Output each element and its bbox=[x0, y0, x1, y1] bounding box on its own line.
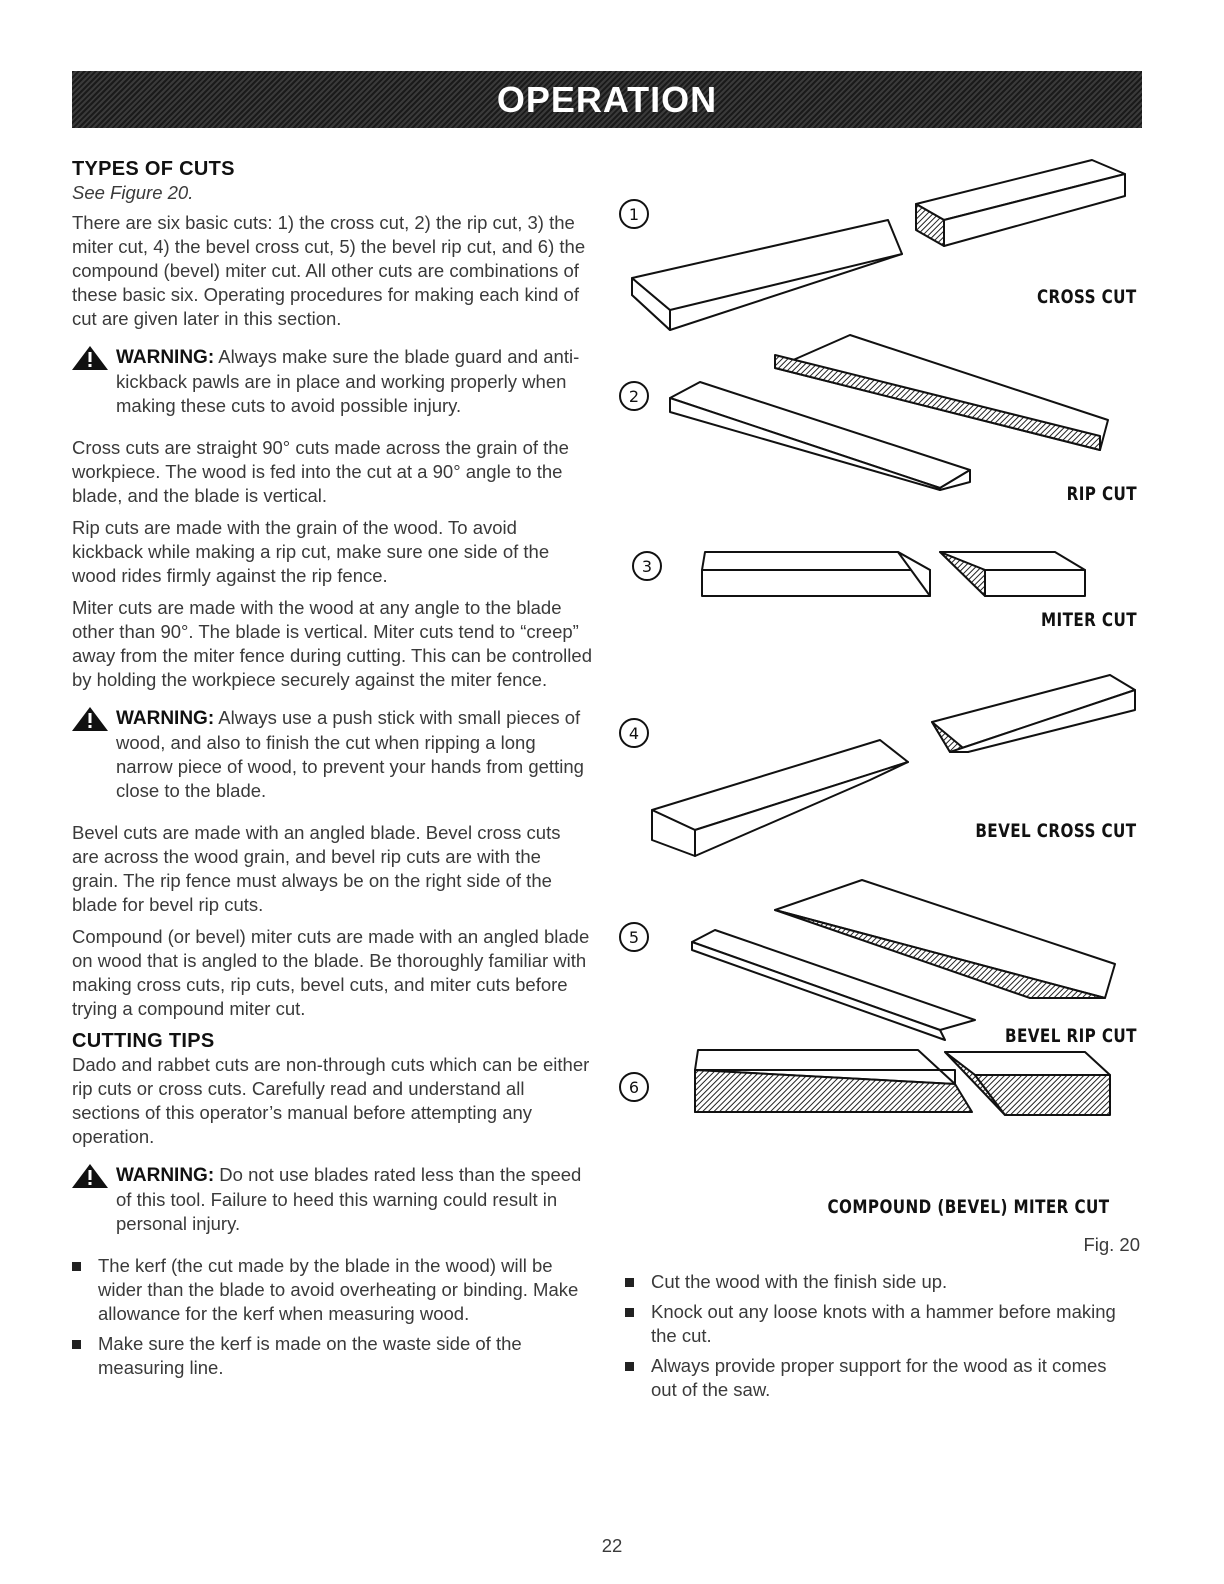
warning-text: Always use a push stick with small pieces of wood, and also to finish the cut when ripping a long narrow piece of wood, to prevent your hands from getting close to the blade. bbox=[116, 707, 584, 801]
number-badge-1 bbox=[620, 200, 648, 228]
see-figure: See Figure 20. bbox=[72, 182, 194, 203]
label-bevel-cross-cut: BEVEL CROSS CUT bbox=[975, 820, 1137, 842]
page-number: 22 bbox=[601, 1535, 623, 1556]
warning-label: WARNING: bbox=[116, 708, 215, 729]
rip-cut-boards bbox=[670, 335, 1108, 490]
label-rip-cut: RIP CUT bbox=[1066, 483, 1137, 505]
miter-cut-boards bbox=[702, 552, 1085, 596]
warning-label: WARNING: bbox=[116, 1165, 215, 1186]
right-column bbox=[625, 1270, 1125, 1408]
warning-block-1 bbox=[72, 345, 592, 418]
list-item: The kerf (the cut made by the blade in the wood) will be wider than the blade to avoid overheating or binding. Make allowance for the kerf when measuring wood. bbox=[72, 1254, 592, 1326]
bevel-rip-cut-boards bbox=[692, 880, 1115, 1040]
label-compound-miter-cut: COMPOUND (BEVEL) MITER CUT bbox=[827, 1196, 1110, 1218]
warning-block-2 bbox=[72, 706, 592, 803]
tips-heading: CUTTING TIPS bbox=[72, 1030, 215, 1052]
list-item: Knock out any loose knots with a hammer before making the cut. bbox=[625, 1300, 1125, 1348]
tips-intro: Dado and rabbet cuts are non-through cuts which can be either rip cuts or cross cuts. Carefully read and understand all sections of this operator’s manual before attempting any operation. bbox=[72, 1054, 590, 1147]
types-intro: There are six basic cuts: 1) the cross cut, 2) the rip cut, 3) the miter cut, 4) the bevel cross cut, 5) the bevel rip cut, and 6) the compound (bevel) miter cut. All other cuts are combinations of these basic six. Operating procedures for making each kind of cut are given later in this section. bbox=[72, 212, 586, 329]
types-heading: TYPES OF CUTS bbox=[72, 158, 235, 180]
list-item: Cut the wood with the finish side up. bbox=[625, 1270, 1125, 1294]
compound-cut-text: Compound (or bevel) miter cuts are made with an angled blade on wood that is angled to the blade. Be thoroughly familiar with making cross cuts, rip cuts, bevel cuts, and miter cuts before trying a compound miter cut. bbox=[72, 926, 590, 1019]
number-badge-3 bbox=[633, 552, 661, 580]
label-miter-cut: MITER CUT bbox=[1041, 609, 1137, 631]
miter-cut-text: Miter cuts are made with the wood at any angle to the blade other than 90°. The blade is vertical. Miter cuts tend to “creep” away from the miter fence during cutting. This can be controlled by holding the workpiece securely against the miter fence. bbox=[72, 597, 592, 690]
svg-text:6: 6 bbox=[628, 1078, 640, 1097]
compound-miter-boards bbox=[695, 1050, 1110, 1115]
section-banner bbox=[72, 71, 1142, 128]
list-item: Always provide proper support for the wood as it comes out of the saw. bbox=[625, 1354, 1125, 1402]
figure-caption: Fig. 20 bbox=[1083, 1234, 1140, 1255]
list-item: Make sure the kerf is made on the waste side of the measuring line. bbox=[72, 1332, 592, 1380]
warning-triangle-icon bbox=[72, 1164, 108, 1188]
bevel-cut-text: Bevel cuts are made with an angled blade. Bevel cross cuts are across the wood grain, and bevel rip cuts are with the grain. The rip fence must always be on the right side of the blade for bevel rip cuts. bbox=[72, 822, 561, 915]
warning-text: Do not use blades rated less than the speed of this tool. Failure to heed this warning could result in personal injury. bbox=[116, 1164, 582, 1234]
left-column bbox=[72, 157, 592, 1386]
number-badge-6 bbox=[620, 1073, 648, 1101]
warning-triangle-icon bbox=[72, 346, 108, 370]
figure-20 bbox=[600, 150, 1155, 1260]
number-badge-2 bbox=[620, 382, 648, 410]
warning-label: WARNING: bbox=[116, 347, 215, 368]
number-badge-4 bbox=[620, 719, 648, 747]
warning-block-3 bbox=[72, 1163, 592, 1236]
svg-text:1: 1 bbox=[628, 205, 640, 224]
svg-text:2: 2 bbox=[628, 387, 640, 406]
cross-cut-text: Cross cuts are straight 90° cuts made across the grain of the workpiece. The wood is fed into the cut at a 90° angle to the blade, and the blade is vertical. bbox=[72, 437, 569, 506]
label-bevel-rip-cut: BEVEL RIP CUT bbox=[1005, 1025, 1137, 1047]
rip-cut-text: Rip cuts are made with the grain of the wood. To avoid kickback while making a rip cut, make sure one side of the wood rides firmly against the rip fence. bbox=[72, 517, 550, 586]
label-cross-cut: CROSS CUT bbox=[1037, 286, 1137, 308]
banner-title: OPERATION bbox=[496, 78, 718, 120]
cut-types-illustration bbox=[600, 150, 1155, 1260]
warning-triangle-icon bbox=[72, 707, 108, 731]
svg-text:3: 3 bbox=[641, 557, 653, 576]
number-badge-5 bbox=[620, 923, 648, 951]
warning-text: Always make sure the blade guard and anti-kickback pawls are in place and working properly when making these cuts to avoid possible injury. bbox=[116, 346, 580, 416]
svg-text:5: 5 bbox=[628, 928, 640, 947]
svg-text:4: 4 bbox=[628, 724, 640, 743]
